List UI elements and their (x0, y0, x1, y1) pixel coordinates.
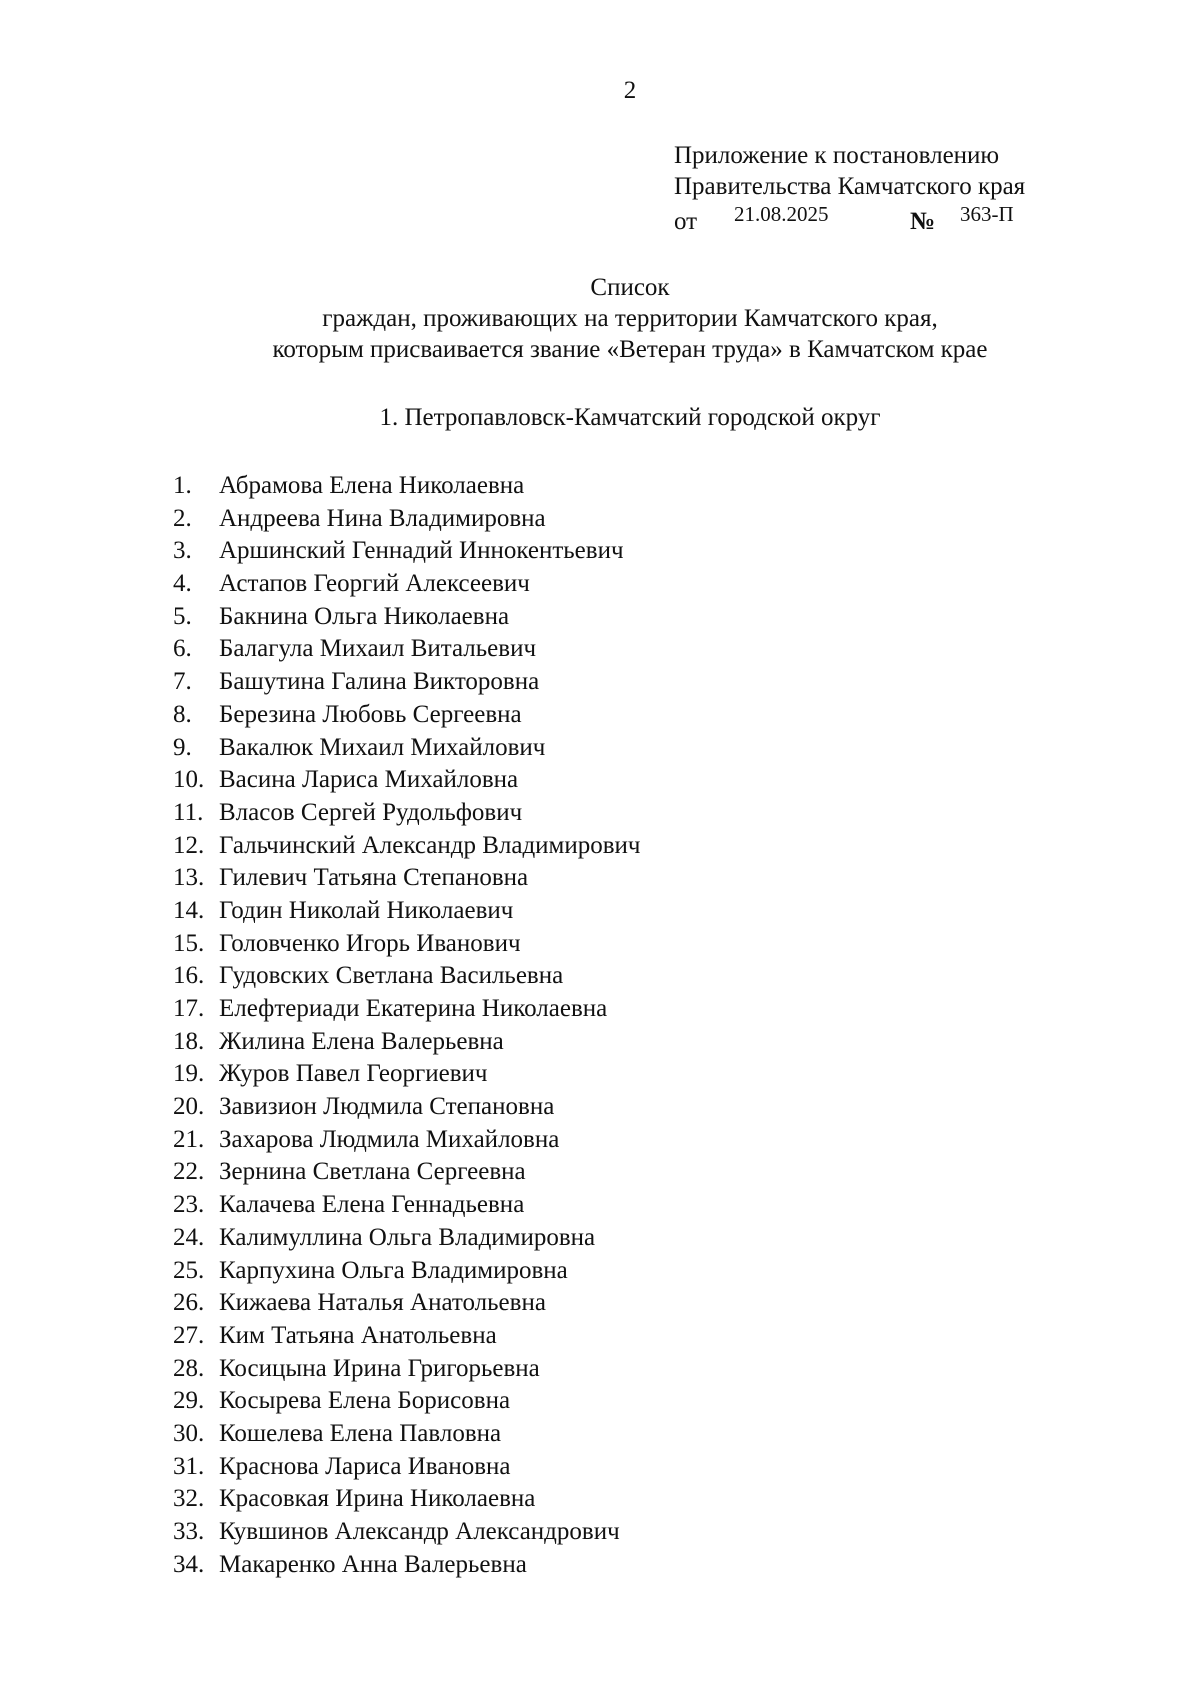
heading-line-2: граждан, проживающих на территории Камчатского края, (322, 305, 938, 332)
heading-title: Список (590, 274, 670, 301)
list-item-number: 20. (173, 1093, 205, 1121)
list-item-name: Кижаева Наталья Анатольевна (219, 1289, 546, 1317)
list-item-name: Васина Лариса Михайловна (219, 766, 519, 794)
list-item (173, 1451, 641, 1484)
list-item (173, 470, 641, 503)
list-item (173, 1418, 641, 1451)
list-item-number: 13. (173, 864, 205, 892)
list-item (173, 1026, 641, 1059)
list-item (173, 960, 641, 993)
list-item-number: 21. (173, 1125, 205, 1153)
list-item-number: 3. (173, 537, 192, 565)
list-item-name: Башутина Галина Викторовна (219, 668, 540, 696)
list-item-number: 27. (173, 1321, 205, 1349)
list-item-name: Косырева Елена Борисовна (219, 1387, 511, 1415)
list-item-number: 31. (173, 1452, 205, 1480)
list-item (173, 535, 641, 568)
appendix-block (674, 140, 1094, 236)
list-item (173, 993, 641, 1026)
list-item-name: Вакалюк Михаил Михайлович (219, 733, 546, 761)
list-item-name: Косицына Ирина Григорьевна (219, 1354, 540, 1382)
list-item-number: 33. (173, 1518, 205, 1545)
list-item (173, 1222, 641, 1255)
list-item-name: Аршинский Геннадий Иннокентьевич (219, 537, 624, 565)
list-item-number: 6. (173, 635, 192, 663)
list-item-name: Бакнина Ольга Николаевна (219, 602, 510, 630)
list-item (173, 568, 641, 601)
list-item-number: 32. (173, 1485, 205, 1513)
list-item-name: Захарова Людмила Михайловна (219, 1125, 560, 1153)
list-item-name: Макаренко Анна Валерьевна (219, 1550, 527, 1578)
list-item (173, 830, 641, 863)
list-item-number: 9. (173, 733, 192, 761)
list-item-number: 12. (173, 831, 205, 859)
list-item-number: 14. (173, 896, 205, 924)
list-item-number: 11. (173, 798, 204, 826)
list-item-number: 2. (173, 504, 192, 532)
list-item-name: Гилевич Татьяна Степановна (219, 864, 529, 892)
list-item-number: 4. (173, 570, 192, 598)
list-item-name: Кошелева Елена Павловна (219, 1419, 502, 1447)
list-item (173, 1516, 641, 1549)
list-item (173, 862, 641, 895)
list-item-number: 7. (173, 668, 192, 696)
list-item (173, 928, 641, 961)
page-number: 2 (623, 77, 637, 104)
list-item-number: 26. (173, 1289, 205, 1317)
list-item-number: 24. (173, 1223, 205, 1251)
list-item-name: Журов Павел Георгиевич (219, 1060, 488, 1088)
list-item-name: Краснова Лариса Ивановна (219, 1452, 511, 1480)
list-item-number: 8. (173, 700, 192, 728)
list-item-name: Кувшинов Александр Александрович (219, 1518, 620, 1545)
list-item (173, 1483, 641, 1516)
document-number: 363-П (960, 202, 1014, 226)
list-item-name: Гальчинский Александр Владимирович (219, 831, 641, 859)
list-item-name: Ким Татьяна Анатольевна (219, 1321, 497, 1349)
list-item-name: Березина Любовь Сергеевна (219, 700, 522, 728)
list-item-number: 28. (173, 1354, 205, 1382)
list-item-number: 10. (173, 766, 205, 794)
list-item-number: 16. (173, 962, 205, 990)
list-item (173, 1124, 641, 1157)
list-item (173, 1189, 641, 1222)
list-item-name: Калимуллина Ольга Владимировна (219, 1223, 596, 1251)
list-item-name: Головченко Игорь Иванович (219, 929, 521, 957)
appendix-line-1: Приложение к постановлению (674, 142, 1000, 169)
list-item-number: 23. (173, 1191, 205, 1219)
list-item-number: 29. (173, 1387, 205, 1415)
list-item (173, 503, 641, 536)
list-item-name: Карпухина Ольга Владимировна (219, 1256, 568, 1284)
people-list (173, 470, 641, 1581)
list-item-number: 1. (173, 472, 192, 499)
list-item-number: 30. (173, 1419, 205, 1447)
list-item-number: 19. (173, 1060, 205, 1088)
list-item-name: Балагула Михаил Витальевич (219, 635, 537, 663)
from-label: от (674, 208, 698, 235)
list-item (173, 1255, 641, 1288)
list-item (173, 601, 641, 634)
document-date: 21.08.2025 (734, 202, 829, 226)
list-item-number: 25. (173, 1256, 205, 1284)
number-sign: № (910, 208, 936, 235)
list-item-number: 5. (173, 602, 192, 630)
list-item (173, 764, 641, 797)
list-item-number: 34. (173, 1550, 205, 1578)
list-item (173, 1353, 641, 1386)
list-item-name: Годин Николай Николаевич (219, 896, 514, 924)
list-item (173, 895, 641, 928)
list-item-name: Зернина Светлана Сергеевна (219, 1158, 526, 1186)
list-item (173, 732, 641, 765)
list-item (173, 666, 641, 699)
list-item-number: 18. (173, 1027, 205, 1055)
list-item-name: Завизион Людмила Степановна (219, 1093, 555, 1121)
list-item-name: Гудовских Светлана Васильевна (219, 962, 564, 990)
list-item (173, 797, 641, 830)
list-item-name: Абрамова Елена Николаевна (219, 472, 525, 499)
list-item-number: 17. (173, 995, 205, 1022)
list-item (173, 1091, 641, 1124)
list-item-name: Власов Сергей Рудольфович (219, 798, 523, 826)
list-item (173, 1549, 641, 1582)
list-item (173, 1287, 641, 1320)
list-item (173, 1385, 641, 1418)
list-item-name: Красовкая Ирина Николаевна (219, 1485, 536, 1513)
list-item (173, 699, 641, 732)
list-item-name: Калачева Елена Геннадьевна (219, 1191, 525, 1219)
list-item (173, 1156, 641, 1189)
appendix-line-2: Правительства Камчатского края (674, 173, 1026, 200)
list-item (173, 1058, 641, 1091)
heading-line-3: которым присваивается звание «Ветеран труда» в Камчатском крае (272, 336, 988, 363)
list-item-name: Жилина Елена Валерьевна (219, 1027, 504, 1055)
section-title: 1. Петропавловск-Камчатский городской округ (379, 404, 881, 431)
document-heading (0, 272, 1200, 365)
list-item-number: 22. (173, 1158, 205, 1186)
list-item-name: Елефтериади Екатерина Николаевна (219, 995, 608, 1022)
list-item (173, 1320, 641, 1353)
document-reference (674, 202, 1094, 236)
list-item-number: 15. (173, 929, 205, 957)
list-item (173, 633, 641, 666)
list-item-name: Астапов Георгий Алексеевич (219, 570, 530, 598)
list-item-name: Андреева Нина Владимировна (219, 504, 546, 532)
